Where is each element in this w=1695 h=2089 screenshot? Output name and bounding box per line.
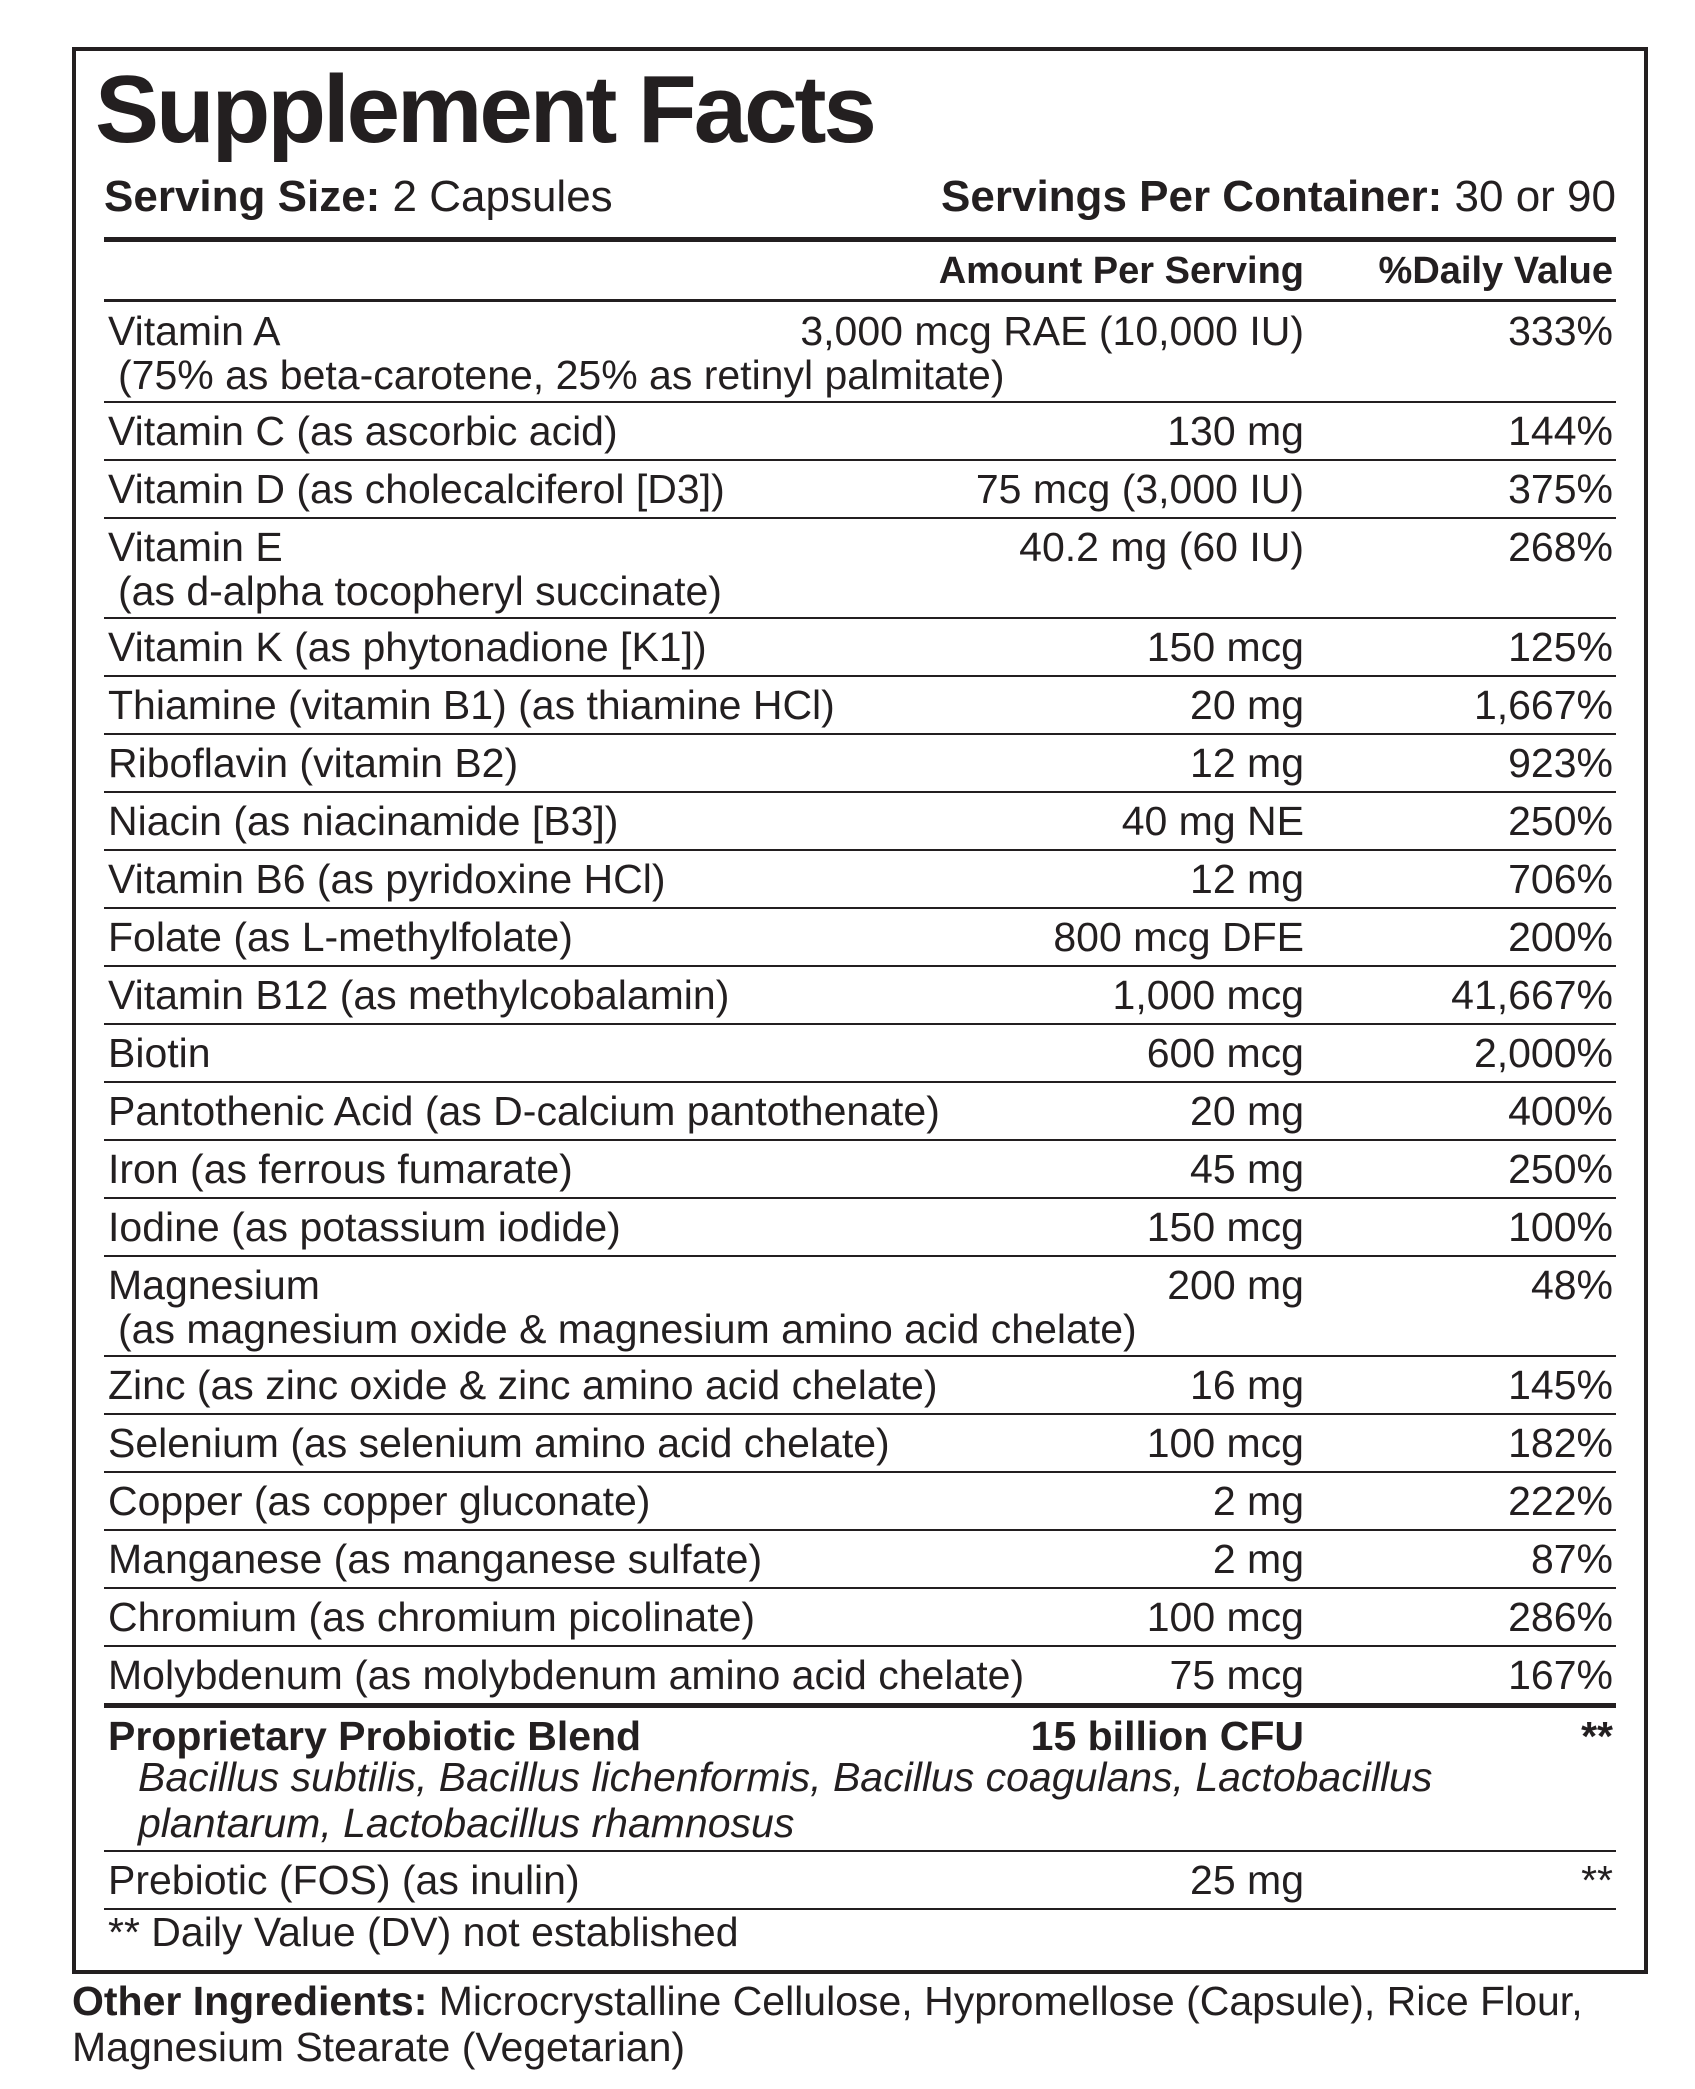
- nutrient-daily-value: 144%: [1508, 408, 1613, 454]
- serving-size-label: Serving Size:: [104, 172, 381, 221]
- nutrient-row: [104, 1257, 1616, 1357]
- nutrient-daily-value: 333%: [1508, 308, 1613, 354]
- daily-value-footnote: ** Daily Value (DV) not established: [108, 1909, 739, 1955]
- column-headers: [104, 247, 1616, 295]
- nutrient-daily-value: 1,667%: [1473, 682, 1613, 728]
- nutrient-amount: 200 mg: [1167, 1262, 1304, 1308]
- nutrient-source: (75% as beta-carotene, 25% as retinyl palmitate): [118, 352, 1005, 398]
- nutrient-name: Iodine (as potassium iodide): [108, 1204, 621, 1250]
- probiotic-strains-line-2: plantarum, Lactobacillus rhamnosus: [138, 1800, 795, 1846]
- nutrient-amount: 100 mcg: [1146, 1594, 1304, 1640]
- nutrient-daily-value: 923%: [1508, 740, 1613, 786]
- nutrient-name: Riboflavin (vitamin B2): [108, 740, 519, 786]
- nutrient-source: (as d-alpha tocopheryl succinate): [118, 568, 722, 614]
- nutrient-daily-value: 41,667%: [1451, 972, 1613, 1018]
- nutrient-name: Niacin (as niacinamide [B3]): [108, 798, 619, 844]
- nutrient-row: [104, 1141, 1616, 1199]
- probiotic-strains-line-1: Bacillus subtilis, Bacillus lichenformis, Bacillus coagulans, Lactobacillus: [138, 1754, 1433, 1800]
- prebiotic-daily-value: **: [1581, 1857, 1613, 1903]
- nutrient-daily-value: 125%: [1508, 624, 1613, 670]
- nutrient-row: [104, 1199, 1616, 1257]
- nutrient-daily-value: 250%: [1508, 1146, 1613, 1192]
- nutrient-name: Zinc (as zinc oxide & zinc amino acid chelate): [108, 1362, 938, 1408]
- nutrient-amount: 75 mcg (3,000 IU): [975, 466, 1304, 512]
- probiotic-blend-row: [104, 1708, 1616, 1852]
- nutrient-amount: 600 mcg: [1146, 1030, 1304, 1076]
- nutrient-daily-value: 375%: [1508, 466, 1613, 512]
- divider-medium: [104, 299, 1616, 302]
- column-header-amount: Amount Per Serving: [938, 250, 1304, 292]
- nutrient-row: [104, 403, 1616, 461]
- probiotic-strains: [138, 1754, 1432, 1846]
- nutrient-row: [104, 851, 1616, 909]
- serving-info: [104, 169, 1616, 225]
- nutrient-name: Biotin: [108, 1030, 211, 1076]
- nutrient-row: [104, 1083, 1616, 1141]
- servings-per-container-value: 30 or 90: [1442, 172, 1616, 221]
- nutrient-amount: 2 mg: [1212, 1536, 1304, 1582]
- nutrient-name: Folate (as L-methylfolate): [108, 914, 573, 960]
- nutrient-amount: 100 mcg: [1146, 1420, 1304, 1466]
- nutrient-name: Selenium (as selenium amino acid chelate): [108, 1420, 890, 1466]
- nutrient-amount: 2 mg: [1212, 1478, 1304, 1524]
- nutrient-amount: 40.2 mg (60 IU): [1019, 524, 1304, 570]
- nutrient-amount: 75 mcg: [1169, 1652, 1304, 1698]
- nutrient-name: Vitamin B12 (as methylcobalamin): [108, 972, 730, 1018]
- nutrient-row: [104, 1025, 1616, 1083]
- serving-size: [104, 169, 613, 225]
- other-ingredients: [72, 1978, 1632, 2070]
- probiotic-blend-daily-value: **: [1581, 1713, 1613, 1759]
- panel-title: Supplement Facts: [95, 56, 874, 163]
- nutrient-daily-value: 182%: [1508, 1420, 1613, 1466]
- nutrient-row: [104, 303, 1616, 403]
- nutrient-name: Thiamine (vitamin B1) (as thiamine HCl): [108, 682, 835, 728]
- nutrient-daily-value: 222%: [1508, 1478, 1613, 1524]
- nutrient-row: [104, 461, 1616, 519]
- nutrient-name: Vitamin B6 (as pyridoxine HCl): [108, 856, 666, 902]
- nutrient-row: [104, 967, 1616, 1025]
- nutrient-name: Iron (as ferrous fumarate): [108, 1146, 573, 1192]
- nutrient-daily-value: 167%: [1508, 1652, 1613, 1698]
- prebiotic-amount: 25 mg: [1190, 1857, 1304, 1903]
- supplement-facts-panel: [72, 47, 1648, 1974]
- nutrient-amount: 12 mg: [1190, 740, 1304, 786]
- nutrient-daily-value: 250%: [1508, 798, 1613, 844]
- nutrient-amount: 150 mcg: [1146, 624, 1304, 670]
- nutrient-daily-value: 100%: [1508, 1204, 1613, 1250]
- nutrient-name: Vitamin K (as phytonadione [K1]): [108, 624, 707, 670]
- nutrient-name: Chromium (as chromium picolinate): [108, 1594, 756, 1640]
- nutrient-amount: 1,000 mcg: [1112, 972, 1304, 1018]
- nutrient-row: [104, 1473, 1616, 1531]
- nutrient-row: [104, 1589, 1616, 1647]
- nutrient-row: [104, 519, 1616, 619]
- serving-size-value: 2 Capsules: [380, 172, 613, 221]
- nutrient-amount: 20 mg: [1190, 1088, 1304, 1134]
- nutrient-amount: 12 mg: [1190, 856, 1304, 902]
- nutrient-name: Vitamin A: [108, 308, 281, 354]
- nutrient-amount: 130 mg: [1167, 408, 1304, 454]
- nutrient-daily-value: 48%: [1530, 1262, 1613, 1308]
- nutrient-row: [104, 1531, 1616, 1589]
- nutrient-name: Molybdenum (as molybdenum amino acid chelate): [108, 1652, 1025, 1698]
- probiotic-blend-amount: 15 billion CFU: [1030, 1713, 1304, 1759]
- nutrient-amount: 3,000 mcg RAE (10,000 IU): [800, 308, 1304, 354]
- nutrient-daily-value: 2,000%: [1473, 1030, 1613, 1076]
- nutrient-name: Magnesium: [108, 1262, 320, 1308]
- nutrient-name: Vitamin D (as cholecalciferol [D3]): [108, 466, 725, 512]
- nutrient-name: Vitamin E: [108, 524, 283, 570]
- nutrient-table: [104, 303, 1616, 1910]
- nutrient-name: Manganese (as manganese sulfate): [108, 1536, 763, 1582]
- nutrient-amount: 20 mg: [1190, 682, 1304, 728]
- divider-thick: [104, 237, 1616, 242]
- other-ingredients-label: Other Ingredients:: [72, 1978, 428, 2024]
- nutrient-daily-value: 200%: [1508, 914, 1613, 960]
- prebiotic-row: [104, 1852, 1616, 1910]
- nutrient-name: Copper (as copper gluconate): [108, 1478, 651, 1524]
- nutrient-daily-value: 145%: [1508, 1362, 1613, 1408]
- prebiotic-name: Prebiotic (FOS) (as inulin): [108, 1857, 580, 1903]
- nutrient-row: [104, 619, 1616, 677]
- nutrient-amount: 40 mg NE: [1121, 798, 1304, 844]
- nutrient-daily-value: 87%: [1530, 1536, 1613, 1582]
- nutrient-amount: 800 mcg DFE: [1053, 914, 1304, 960]
- servings-per-container-label: Servings Per Container:: [941, 172, 1443, 221]
- nutrient-name: Vitamin C (as ascorbic acid): [108, 408, 618, 454]
- nutrient-daily-value: 268%: [1508, 524, 1613, 570]
- servings-per-container: [941, 169, 1616, 225]
- nutrient-row: [104, 793, 1616, 851]
- nutrient-source: (as magnesium oxide & magnesium amino acid chelate): [118, 1306, 1137, 1352]
- nutrient-row: [104, 1647, 1616, 1708]
- other-ingredients-text: Microcrystalline Cellulose, Hypromellose (Capsule), Rice Flour, Magnesium Stearate (Vegetarian): [72, 1978, 1583, 2070]
- nutrient-name: Pantothenic Acid (as D-calcium pantothenate): [108, 1088, 940, 1134]
- nutrient-row: [104, 909, 1616, 967]
- nutrient-row: [104, 735, 1616, 793]
- nutrient-amount: 16 mg: [1190, 1362, 1304, 1408]
- nutrient-daily-value: 286%: [1508, 1594, 1613, 1640]
- nutrient-row: [104, 1415, 1616, 1473]
- nutrient-row: [104, 1357, 1616, 1415]
- nutrient-row: [104, 677, 1616, 735]
- nutrient-amount: 150 mcg: [1146, 1204, 1304, 1250]
- column-header-daily-value: %Daily Value: [1378, 250, 1613, 292]
- probiotic-blend-name: Proprietary Probiotic Blend: [108, 1713, 642, 1759]
- nutrient-daily-value: 400%: [1508, 1088, 1613, 1134]
- nutrient-amount: 45 mg: [1190, 1146, 1304, 1192]
- nutrient-daily-value: 706%: [1508, 856, 1613, 902]
